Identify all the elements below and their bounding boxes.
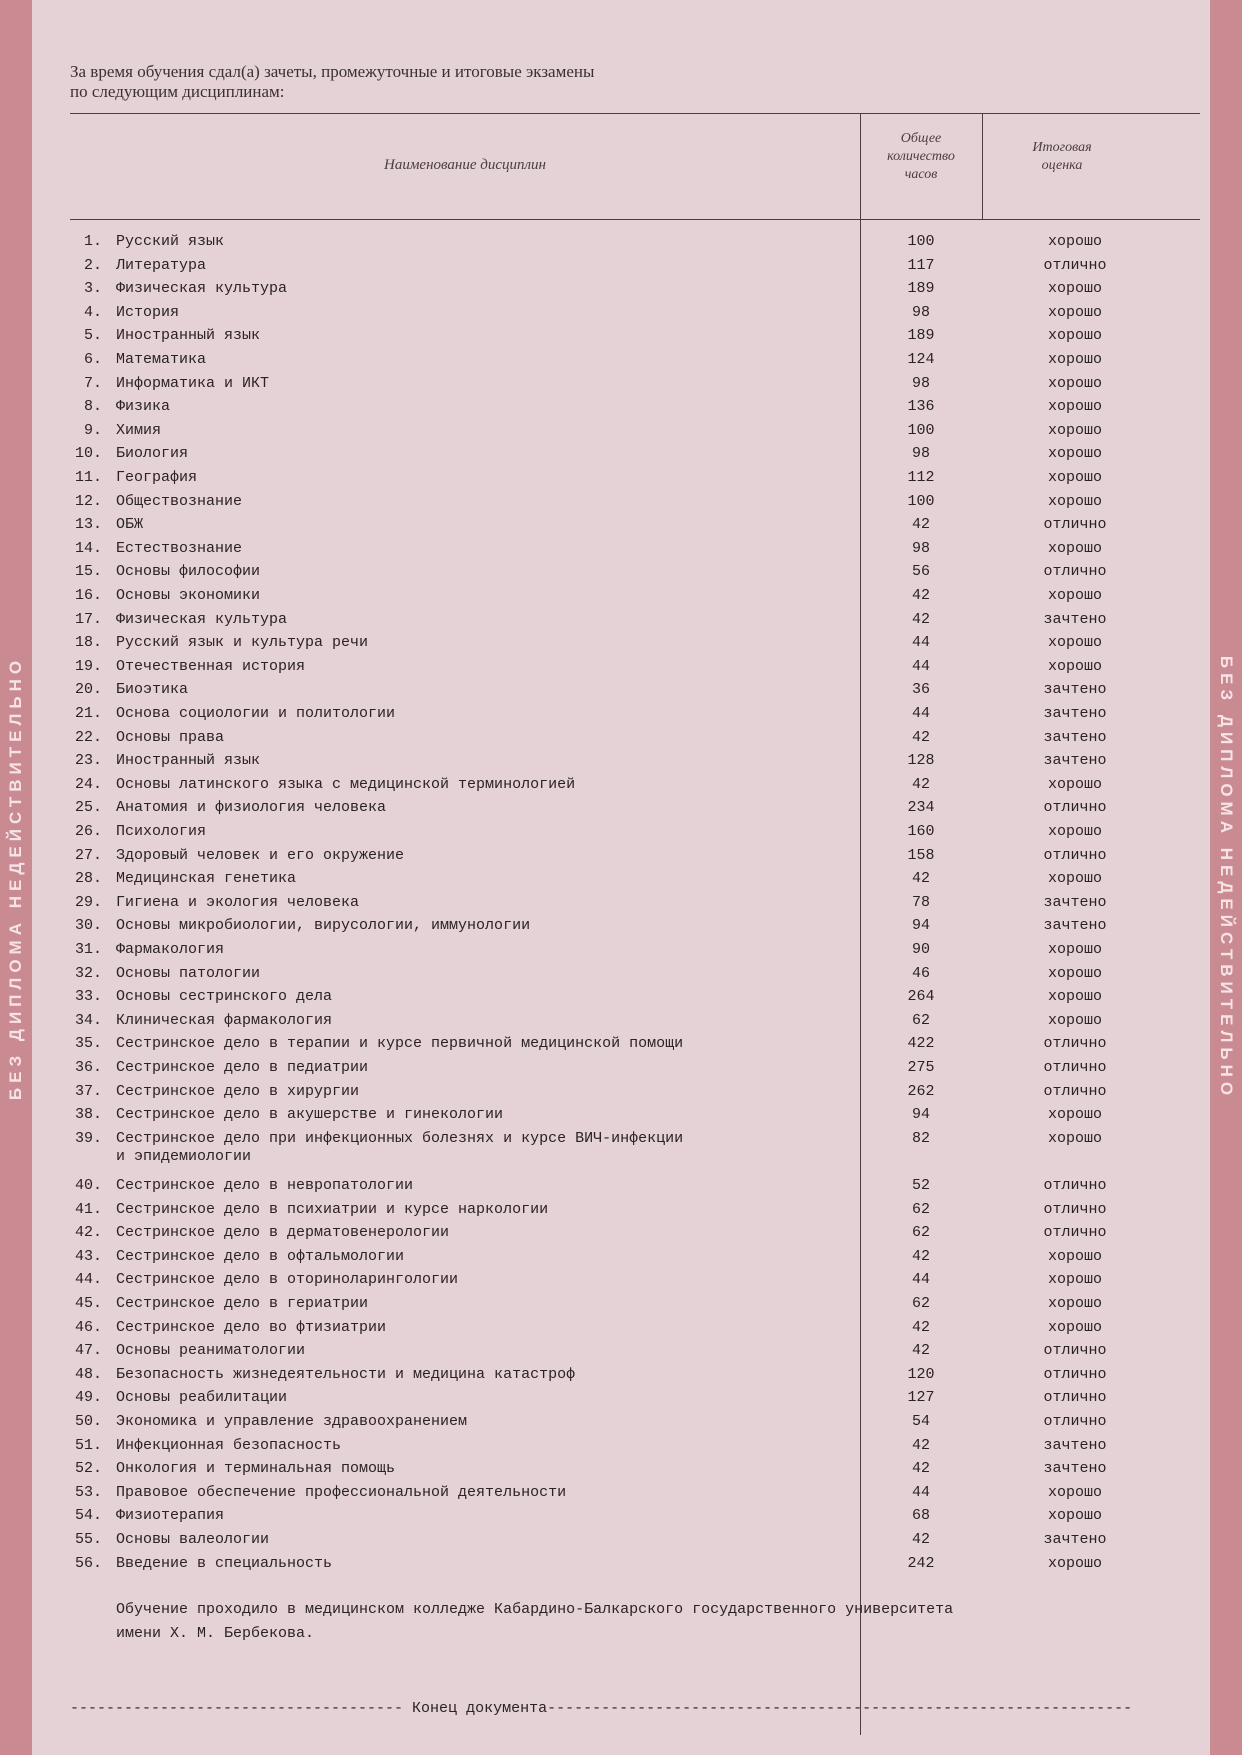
grade-value: хорошо — [1047, 327, 1102, 345]
grade-value: отлично — [1043, 1389, 1107, 1407]
intro-text: За время обучения сдал(а) зачеты, промежуточные и итоговые экзамены по следующим дисциплинам: — [70, 62, 595, 101]
row-number: 49. — [74, 1389, 102, 1407]
row-number: 42. — [74, 1224, 102, 1242]
discipline-name: Основы философии — [116, 563, 261, 581]
hours-value: 42 — [911, 1436, 930, 1454]
row-number: 7. — [83, 374, 102, 392]
hours-value: 90 — [911, 941, 930, 958]
hours-value: 78 — [911, 893, 930, 911]
grade-value: хорошо — [1047, 1271, 1102, 1289]
grade-value: зачтено — [1043, 705, 1107, 722]
row-number: 55. — [74, 1531, 102, 1548]
grade-value: отлично — [1043, 563, 1107, 581]
grade-value: хорошо — [1047, 964, 1102, 982]
discipline-name: Основы реаниматологии — [116, 1342, 306, 1360]
grade-value: хорошо — [1047, 1554, 1102, 1572]
grade-value: хорошо — [1047, 657, 1102, 675]
grade-value: зачтено — [1043, 893, 1107, 911]
hours-value: 160 — [907, 823, 935, 840]
row-number: 34. — [74, 1011, 102, 1029]
row-number: 30. — [74, 917, 102, 935]
discipline-name: Основы микробиологии, вирусологии, иммунологии — [116, 917, 531, 935]
discipline-name: Сестринское дело в психиатрии и курсе наркологии — [116, 1200, 549, 1218]
discipline-name: ОБЖ — [116, 516, 144, 534]
grade-value: хорошо — [1047, 303, 1102, 321]
hours-value: 42 — [911, 728, 930, 746]
discipline-name: Физическая культура — [116, 280, 288, 298]
row-number: 31. — [74, 941, 102, 958]
row-number: 26. — [74, 823, 102, 840]
hours-value: 56 — [911, 563, 930, 581]
discipline-name: Физиотерапия — [116, 1507, 225, 1525]
row-number: 19. — [74, 657, 102, 675]
row-number: 52. — [74, 1460, 102, 1478]
grade-value: зачтено — [1043, 1436, 1107, 1454]
hours-value: 100 — [907, 421, 935, 439]
grade-value: отлично — [1043, 1177, 1107, 1194]
discipline-name: Фармакология — [116, 941, 225, 958]
hours-value: 82 — [911, 1129, 930, 1147]
hours-value: 100 — [907, 492, 935, 510]
grade-value: хорошо — [1047, 398, 1102, 416]
discipline-name: Инфекционная безопасность — [116, 1436, 342, 1454]
hours-value: 44 — [911, 705, 930, 722]
grade-value: хорошо — [1047, 1106, 1102, 1124]
grade-value: хорошо — [1047, 1295, 1102, 1312]
discipline-name: Сестринское дело в дерматовенерологии — [116, 1224, 450, 1242]
hours-value: 44 — [911, 657, 930, 675]
hours-value: 42 — [911, 587, 930, 604]
grade-value: хорошо — [1047, 445, 1102, 463]
hours-value: 42 — [911, 775, 930, 793]
hours-value: 42 — [911, 1318, 930, 1336]
hours-value: 98 — [911, 445, 930, 463]
row-number: 21. — [74, 705, 102, 722]
row-number: 29. — [74, 893, 102, 911]
hours-value: 234 — [907, 799, 935, 817]
discipline-name: Основы права — [116, 728, 225, 746]
grade-value: отлично — [1043, 1342, 1107, 1360]
discipline-name: Основы валеологии — [116, 1531, 270, 1548]
grade-value: зачтено — [1043, 752, 1107, 770]
row-number: 45. — [74, 1295, 102, 1312]
discipline-name: Литература — [116, 256, 207, 274]
row-number: 56. — [74, 1554, 102, 1572]
grade-value: отлично — [1043, 1082, 1107, 1100]
hours-value: 44 — [911, 1271, 930, 1289]
discipline-name: Математика — [116, 351, 207, 368]
discipline-name: Здоровый человек и его окружение — [116, 846, 405, 864]
grade-value: хорошо — [1047, 870, 1102, 888]
grade-value: хорошо — [1047, 1129, 1102, 1147]
hours-value: 128 — [907, 752, 935, 770]
hours-value: 42 — [911, 1531, 930, 1548]
grade-value: хорошо — [1047, 539, 1102, 557]
grade-value: хорошо — [1047, 1011, 1102, 1029]
discipline-name: Сестринское дело в невропатологии — [116, 1177, 414, 1194]
row-number: 22. — [74, 728, 102, 746]
hours-value: 112 — [907, 469, 935, 486]
hours-value: 42 — [911, 516, 930, 534]
grade-value: зачтено — [1043, 1531, 1107, 1548]
row-number: 13. — [74, 516, 102, 534]
row-number: 32. — [74, 964, 102, 982]
discipline-name: Сестринское дело в гериатрии — [116, 1295, 369, 1312]
hours-value: 275 — [907, 1059, 935, 1076]
row-number: 20. — [74, 681, 102, 699]
hours-value: 42 — [911, 1460, 930, 1478]
row-number: 15. — [74, 563, 102, 581]
discipline-name: Основы латинского языка с медицинской терминологией — [116, 775, 576, 793]
discipline-name: Биоэтика — [116, 681, 189, 699]
row-number: 53. — [74, 1483, 102, 1501]
discipline-name: Сестринское дело в терапии и курсе первичной медицинской помощи — [116, 1035, 684, 1053]
discipline-name: Русский язык и культура речи — [116, 634, 369, 652]
discipline-name: Информатика и ИКТ — [116, 374, 270, 392]
grade-value: отлично — [1043, 1224, 1107, 1242]
discipline-name: Физика — [116, 398, 171, 416]
hours-value: 100 — [907, 233, 935, 250]
grade-value: хорошо — [1047, 941, 1102, 958]
discipline-name: Естествознание — [116, 539, 243, 557]
grade-value: хорошо — [1047, 351, 1102, 368]
hours-value: 98 — [911, 539, 930, 557]
hours-value: 264 — [907, 988, 935, 1006]
discipline-name: Гигиена и экология человека — [116, 893, 360, 911]
discipline-name: Клиническая фармакология — [116, 1011, 333, 1029]
row-number: 33. — [74, 988, 102, 1006]
grade-value: хорошо — [1047, 775, 1102, 793]
discipline-name: Русский язык — [116, 233, 225, 250]
grade-value: отлично — [1043, 1365, 1107, 1383]
hours-value: 189 — [907, 327, 935, 345]
discipline-name: Физическая культура — [116, 610, 288, 628]
row-number: 8. — [83, 398, 102, 416]
grade-value: хорошо — [1047, 634, 1102, 652]
hours-value: 422 — [907, 1035, 935, 1053]
discipline-name: Экономика и управление здравоохранением — [116, 1413, 468, 1430]
discipline-name: Введение в специальность — [116, 1554, 333, 1572]
row-number: 41. — [74, 1200, 102, 1218]
row-number: 35. — [74, 1035, 102, 1053]
row-number: 38. — [74, 1106, 102, 1124]
hours-value: 44 — [911, 634, 930, 652]
row-number: 6. — [83, 351, 102, 368]
discipline-name: Обществознание — [116, 492, 243, 510]
row-number: 43. — [74, 1247, 102, 1265]
hours-value: 136 — [907, 398, 935, 416]
hours-value: 94 — [911, 1106, 930, 1124]
grade-value: отлично — [1043, 1413, 1107, 1430]
row-number: 36. — [74, 1059, 102, 1076]
discipline-name: Основа социологии и политологии — [116, 705, 396, 722]
row-number: 24. — [74, 775, 102, 793]
grade-value: отлично — [1043, 1035, 1107, 1053]
discipline-name: История — [116, 303, 180, 321]
discipline-name: Сестринское дело во фтизиатрии — [116, 1318, 387, 1336]
hours-value: 42 — [911, 1342, 930, 1360]
discipline-name: Правовое обеспечение профессиональной деятельности — [116, 1483, 567, 1501]
row-number: 48. — [74, 1365, 102, 1383]
discipline-name: Биология — [116, 445, 189, 463]
discipline-name: Сестринское дело в хирургии — [116, 1082, 360, 1100]
hours-value: 42 — [911, 870, 930, 888]
grade-value: отлично — [1043, 516, 1107, 534]
discipline-name: Отечественная история — [116, 657, 306, 675]
row-number: 10. — [74, 445, 102, 463]
hours-value: 54 — [911, 1413, 930, 1430]
grade-value: хорошо — [1047, 1507, 1102, 1525]
row-number: 1. — [83, 233, 102, 250]
grade-value: хорошо — [1047, 1318, 1102, 1336]
discipline-name: Химия — [116, 421, 162, 439]
grade-value: зачтено — [1043, 610, 1107, 628]
footer-note: Обучение проходило в медицинском колледже Кабардино-Балкарского государственного университета имени Х. М. Бербекова. — [116, 1601, 954, 1642]
row-number: 12. — [74, 492, 102, 510]
grade-value: хорошо — [1047, 469, 1102, 486]
row-number: 3. — [83, 280, 102, 298]
row-number: 18. — [74, 634, 102, 652]
grade-value: зачтено — [1043, 1460, 1107, 1478]
hours-value: 62 — [911, 1224, 930, 1242]
hours-value: 262 — [907, 1082, 935, 1100]
hours-value: 62 — [911, 1011, 930, 1029]
end-of-document: ------------------------------------- Конец документа----------------------------------------------------------------- — [70, 1700, 1133, 1717]
row-number: 9. — [83, 421, 102, 439]
discipline-name: Сестринское дело в педиатрии — [116, 1059, 369, 1076]
discipline-name: Основы патологии — [116, 964, 261, 982]
row-number: 5. — [83, 327, 102, 345]
hours-value: 242 — [907, 1554, 935, 1572]
row-number: 44. — [74, 1271, 102, 1289]
discipline-name: Медицинская генетика — [116, 870, 297, 888]
grade-value: хорошо — [1047, 233, 1102, 250]
hours-value: 127 — [907, 1389, 935, 1407]
header-final-grade: Итоговая оценка — [1032, 140, 1092, 173]
row-number: 47. — [74, 1342, 102, 1360]
discipline-name: Основы сестринского дела — [116, 988, 333, 1006]
row-number: 16. — [74, 587, 102, 604]
row-number: 14. — [74, 539, 102, 557]
grade-value: отлично — [1043, 846, 1107, 864]
grade-value: отлично — [1043, 1200, 1107, 1218]
hours-value: 68 — [911, 1507, 930, 1525]
discipline-name: Сестринское дело в оториноларингологии — [116, 1271, 459, 1289]
discipline-name: Сестринское дело при инфекционных болезнях и курсе ВИЧ-инфекции и эпидемиологии — [116, 1129, 684, 1165]
grade-value: отлично — [1043, 256, 1107, 274]
hours-value: 46 — [911, 964, 930, 982]
grade-value: хорошо — [1047, 421, 1102, 439]
hours-value: 117 — [907, 256, 935, 274]
grade-value: хорошо — [1047, 1483, 1102, 1501]
grade-value: хорошо — [1047, 280, 1102, 298]
row-number: 51. — [74, 1436, 102, 1454]
grade-value: хорошо — [1047, 374, 1102, 392]
hours-value: 62 — [911, 1295, 930, 1312]
grade-value: отлично — [1043, 1059, 1107, 1076]
discipline-name: География — [116, 469, 198, 486]
hours-value: 42 — [911, 1247, 930, 1265]
grade-value: хорошо — [1047, 823, 1102, 840]
row-number: 46. — [74, 1318, 102, 1336]
left-side-text: БЕЗ ДИПЛОМА НЕДЕЙСТВИТЕЛЬНО — [6, 655, 25, 1100]
discipline-name: Иностранный язык — [116, 327, 261, 345]
grade-value: хорошо — [1047, 492, 1102, 510]
discipline-name: Основы экономики — [116, 587, 261, 604]
row-number: 27. — [74, 846, 102, 864]
hours-value: 158 — [907, 846, 935, 864]
row-number: 39. — [74, 1129, 102, 1147]
row-number: 2. — [83, 256, 102, 274]
discipline-name: Сестринское дело в акушерстве и гинекологии — [116, 1106, 504, 1124]
row-number: 37. — [74, 1082, 102, 1100]
hours-value: 98 — [911, 303, 930, 321]
hours-value: 94 — [911, 917, 930, 935]
hours-value: 124 — [907, 351, 935, 368]
discipline-name: Онкология и терминальная помощь — [116, 1460, 396, 1478]
hours-value: 52 — [911, 1177, 930, 1194]
grade-value: хорошо — [1047, 988, 1102, 1006]
row-number: 17. — [74, 610, 102, 628]
grade-value: отлично — [1043, 799, 1107, 817]
row-number: 23. — [74, 752, 102, 770]
row-number: 40. — [74, 1177, 102, 1194]
hours-value: 44 — [911, 1483, 930, 1501]
hours-value: 189 — [907, 280, 935, 298]
grade-value: зачтено — [1043, 917, 1107, 935]
grade-value: зачтено — [1043, 728, 1107, 746]
row-number: 25. — [74, 799, 102, 817]
right-side-text: БЕЗ ДИПЛОМА НЕДЕЙСТВИТЕЛЬНО — [1217, 655, 1236, 1100]
row-number: 4. — [83, 303, 102, 321]
discipline-name: Сестринское дело в офтальмологии — [116, 1247, 405, 1265]
row-number: 54. — [74, 1507, 102, 1525]
row-number: 11. — [74, 469, 102, 486]
row-number: 50. — [74, 1413, 102, 1430]
grade-value: зачтено — [1043, 681, 1107, 699]
header-discipline-name: Наименование дисциплин — [384, 157, 546, 173]
discipline-name: Безопасность жизнедеятельности и медицина катастроф — [116, 1365, 576, 1383]
hours-value: 120 — [907, 1365, 935, 1383]
hours-value: 36 — [911, 681, 930, 699]
discipline-name: Психология — [116, 823, 207, 840]
discipline-name: Иностранный язык — [116, 752, 261, 770]
discipline-name: Основы реабилитации — [116, 1389, 288, 1407]
discipline-name: Анатомия и физиология человека — [116, 799, 387, 817]
hours-value: 42 — [911, 610, 930, 628]
row-number: 28. — [74, 870, 102, 888]
grade-value: хорошо — [1047, 587, 1102, 604]
hours-value: 98 — [911, 374, 930, 392]
grade-value: хорошо — [1047, 1247, 1102, 1265]
hours-value: 62 — [911, 1200, 930, 1218]
header-total-hours: Общее количество часов — [887, 131, 955, 182]
